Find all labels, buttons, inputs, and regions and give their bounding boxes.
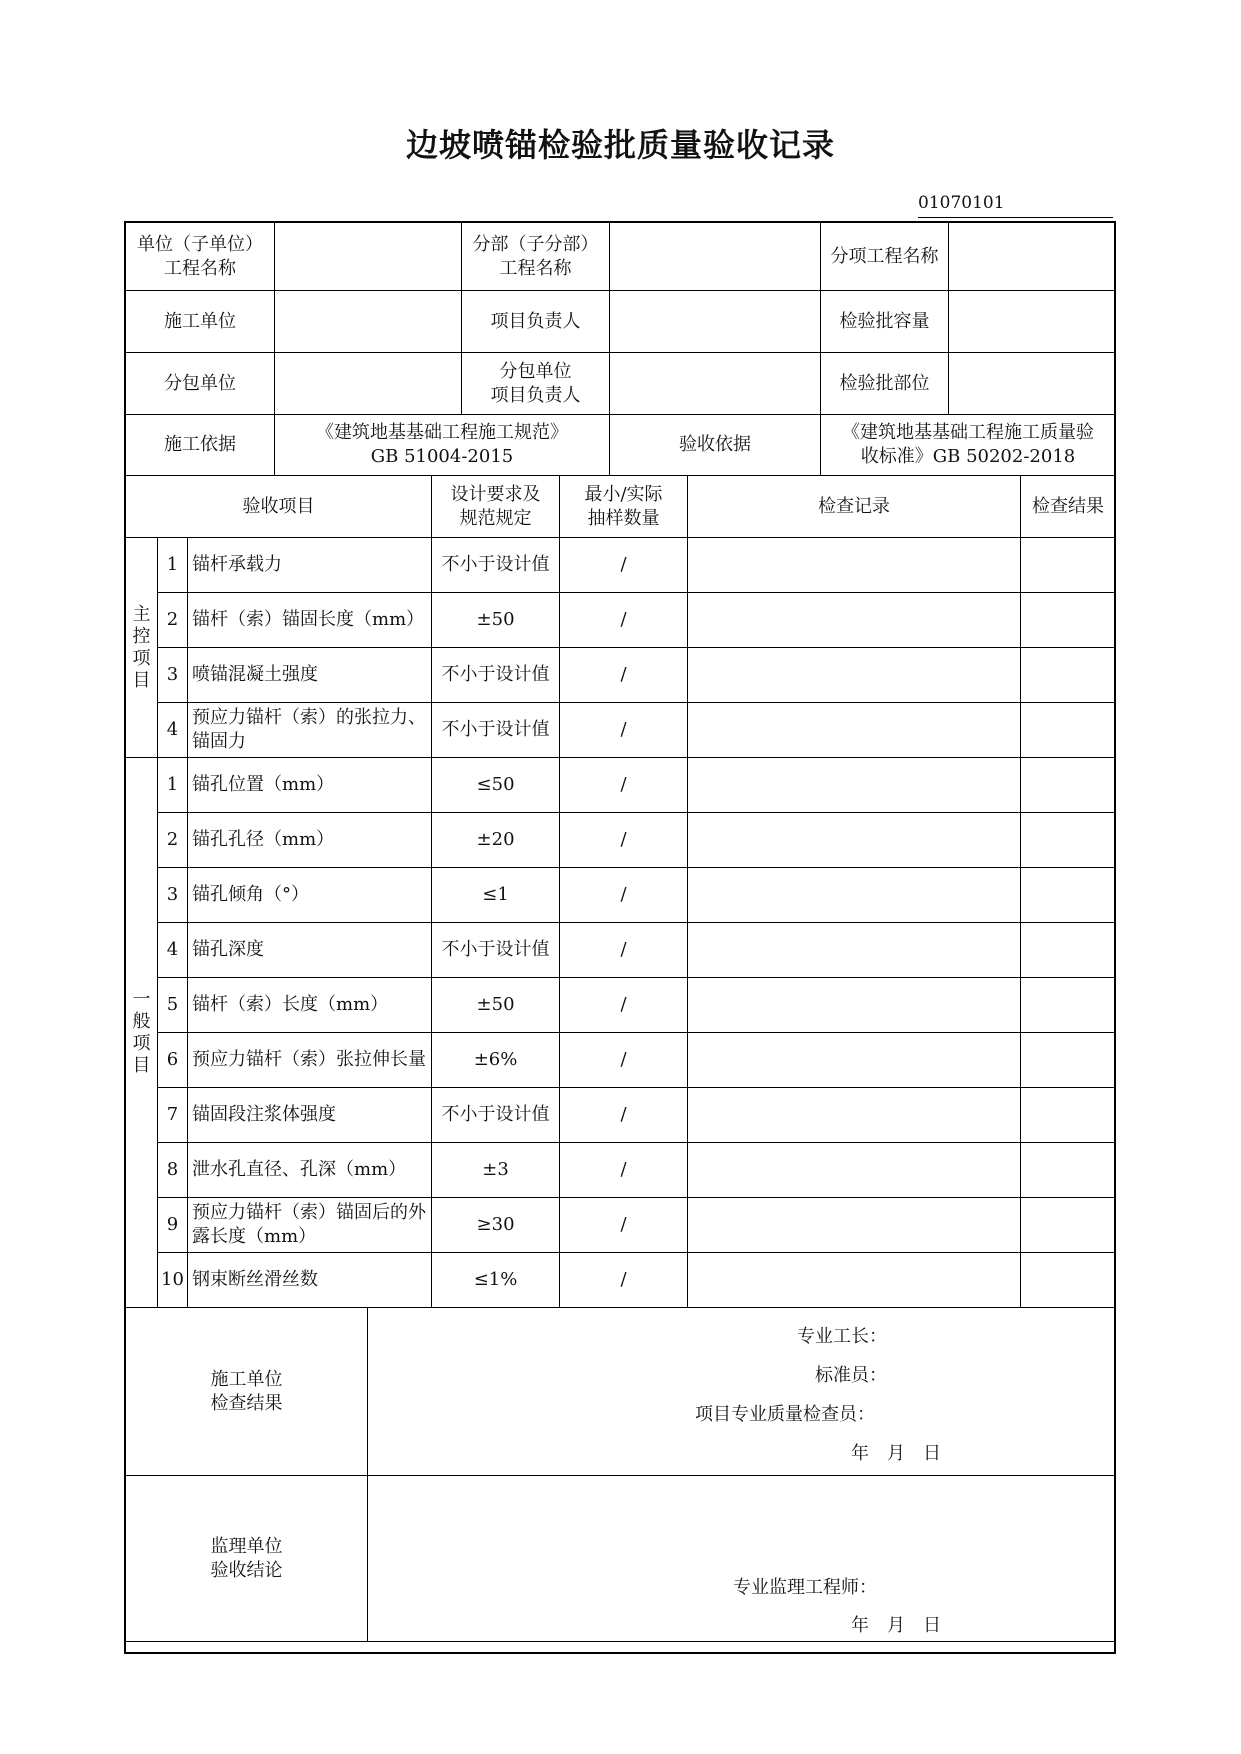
row-number: 10 bbox=[158, 1253, 188, 1308]
check-record-cell[interactable] bbox=[688, 648, 1021, 703]
table-row bbox=[126, 1088, 1116, 1143]
col-header-record: 检查记录 bbox=[688, 476, 1021, 538]
item-requirement: ±3 bbox=[432, 1143, 560, 1198]
construction-basis-label: 施工依据 bbox=[126, 415, 275, 476]
row-number: 9 bbox=[158, 1198, 188, 1253]
check-record-cell[interactable] bbox=[688, 813, 1021, 868]
check-record-cell[interactable] bbox=[688, 758, 1021, 813]
project-manager-field[interactable] bbox=[610, 291, 821, 353]
check-record-cell[interactable] bbox=[688, 1198, 1021, 1253]
check-record-cell[interactable] bbox=[688, 1143, 1021, 1198]
item-requirement: 不小于设计值 bbox=[432, 703, 560, 758]
row-number: 4 bbox=[158, 923, 188, 978]
foreman-label: 专业工长： bbox=[797, 1326, 887, 1347]
row-number: 8 bbox=[158, 1143, 188, 1198]
supervision-engineer-label: 专业监理工程师： bbox=[733, 1577, 877, 1598]
column-header-row bbox=[126, 476, 1116, 538]
table-row bbox=[126, 648, 1116, 703]
check-result-cell[interactable] bbox=[1021, 868, 1116, 923]
row-number: 5 bbox=[158, 978, 188, 1033]
contractor-check-label: 施工单位 检查结果 bbox=[126, 1308, 368, 1476]
contractor-date: 年 月 日 bbox=[851, 1443, 941, 1464]
row-number: 7 bbox=[158, 1088, 188, 1143]
item-requirement: ≥30 bbox=[432, 1198, 560, 1253]
check-result-cell[interactable] bbox=[1021, 813, 1116, 868]
check-record-cell[interactable] bbox=[688, 538, 1021, 593]
item-requirement: 不小于设计值 bbox=[432, 648, 560, 703]
subdivision-name-field[interactable] bbox=[610, 223, 821, 291]
table-row bbox=[126, 1253, 1116, 1308]
item-sample-qty: / bbox=[560, 1143, 688, 1198]
check-result-cell[interactable] bbox=[1021, 1253, 1116, 1308]
check-record-cell[interactable] bbox=[688, 1033, 1021, 1088]
table-row bbox=[126, 813, 1116, 868]
supervision-row bbox=[126, 1476, 1116, 1642]
check-result-cell[interactable] bbox=[1021, 978, 1116, 1033]
item-name: 钢束断丝滑丝数 bbox=[188, 1253, 432, 1308]
item-name: 预应力锚杆（索）锚固后的外露长度（mm） bbox=[188, 1198, 432, 1253]
col-header-requirement: 设计要求及 规范规定 bbox=[432, 476, 560, 538]
contractor-label: 施工单位 bbox=[126, 291, 275, 353]
row-number: 2 bbox=[158, 593, 188, 648]
row-number: 1 bbox=[158, 538, 188, 593]
item-requirement: ≤50 bbox=[432, 758, 560, 813]
table-row bbox=[126, 593, 1116, 648]
item-name: 锚固段注浆体强度 bbox=[188, 1088, 432, 1143]
table-row bbox=[126, 978, 1116, 1033]
main-control-group-label: 主 控 项 目 bbox=[126, 538, 158, 758]
table-row bbox=[126, 538, 1116, 593]
item-sample-qty: / bbox=[560, 978, 688, 1033]
contractor-signature-area[interactable] bbox=[368, 1308, 1116, 1476]
table-row bbox=[126, 1033, 1116, 1088]
row-number: 3 bbox=[158, 868, 188, 923]
contractor-check-row bbox=[126, 1308, 1116, 1476]
acceptance-basis-value: 《建筑地基基础工程施工质量验 收标准》GB 50202-2018 bbox=[821, 415, 1116, 476]
item-name: 锚杆（索）长度（mm） bbox=[188, 978, 432, 1033]
item-name: 预应力锚杆（索）的张拉力、锚固力 bbox=[188, 703, 432, 758]
item-sample-qty: / bbox=[560, 813, 688, 868]
inspection-items-table bbox=[125, 475, 1116, 1308]
check-result-cell[interactable] bbox=[1021, 703, 1116, 758]
item-name: 预应力锚杆（索）张拉伸长量 bbox=[188, 1033, 432, 1088]
item-name: 喷锚混凝土强度 bbox=[188, 648, 432, 703]
col-header-quantity: 最小/实际 抽样数量 bbox=[560, 476, 688, 538]
sub-pm-field[interactable] bbox=[610, 353, 821, 415]
check-result-cell[interactable] bbox=[1021, 758, 1116, 813]
check-result-cell[interactable] bbox=[1021, 593, 1116, 648]
table-row bbox=[126, 923, 1116, 978]
check-result-cell[interactable] bbox=[1021, 1143, 1116, 1198]
item-name: 锚孔倾角（°） bbox=[188, 868, 432, 923]
item-requirement: ≤1 bbox=[432, 868, 560, 923]
item-name-field[interactable] bbox=[949, 223, 1116, 291]
check-record-cell[interactable] bbox=[688, 978, 1021, 1033]
document-number: 01070101 bbox=[918, 193, 1113, 218]
sub-pm-label: 分包单位 项目负责人 bbox=[462, 353, 610, 415]
check-result-cell[interactable] bbox=[1021, 538, 1116, 593]
standard-officer-label: 标准员： bbox=[815, 1365, 887, 1386]
acceptance-basis-label: 验收依据 bbox=[610, 415, 821, 476]
item-requirement: 不小于设计值 bbox=[432, 923, 560, 978]
item-name-label: 分项工程名称 bbox=[821, 223, 949, 291]
item-name: 锚杆承载力 bbox=[188, 538, 432, 593]
supervision-date: 年 月 日 bbox=[851, 1615, 941, 1636]
row-number: 2 bbox=[158, 813, 188, 868]
item-requirement: ≤1% bbox=[432, 1253, 560, 1308]
item-sample-qty: / bbox=[560, 593, 688, 648]
table-row bbox=[126, 703, 1116, 758]
item-requirement: ±50 bbox=[432, 593, 560, 648]
table-row bbox=[126, 1143, 1116, 1198]
check-record-cell[interactable] bbox=[688, 1088, 1021, 1143]
general-group-label: 一 般 项 目 bbox=[126, 758, 158, 1308]
item-name: 锚孔位置（mm） bbox=[188, 758, 432, 813]
signature-table bbox=[125, 1307, 1116, 1642]
item-requirement: ±20 bbox=[432, 813, 560, 868]
row-number: 1 bbox=[158, 758, 188, 813]
item-requirement: 不小于设计值 bbox=[432, 1088, 560, 1143]
item-sample-qty: / bbox=[560, 1253, 688, 1308]
check-result-cell[interactable] bbox=[1021, 1033, 1116, 1088]
item-requirement: ±50 bbox=[432, 978, 560, 1033]
contractor-field[interactable] bbox=[275, 291, 462, 353]
subcontractor-label: 分包单位 bbox=[126, 353, 275, 415]
item-sample-qty: / bbox=[560, 648, 688, 703]
supervision-signature-area[interactable] bbox=[368, 1476, 1116, 1642]
unit-name-label: 单位（子单位） 工程名称 bbox=[126, 223, 275, 291]
page-title: 边坡喷锚检验批质量验收记录 bbox=[405, 126, 835, 164]
row-number: 3 bbox=[158, 648, 188, 703]
row-number: 4 bbox=[158, 703, 188, 758]
item-sample-qty: / bbox=[560, 758, 688, 813]
item-sample-qty: / bbox=[560, 1198, 688, 1253]
item-requirement: 不小于设计值 bbox=[432, 538, 560, 593]
construction-basis-value: 《建筑地基基础工程施工规范》 GB 51004-2015 bbox=[275, 415, 610, 476]
check-record-cell[interactable] bbox=[688, 703, 1021, 758]
col-header-item: 验收项目 bbox=[126, 476, 432, 538]
supervision-label: 监理单位 验收结论 bbox=[126, 1476, 368, 1642]
item-name: 锚杆（索）锚固长度（mm） bbox=[188, 593, 432, 648]
col-header-result: 检查结果 bbox=[1021, 476, 1116, 538]
item-sample-qty: / bbox=[560, 1088, 688, 1143]
item-sample-qty: / bbox=[560, 538, 688, 593]
check-result-cell[interactable] bbox=[1021, 648, 1116, 703]
item-name: 锚孔深度 bbox=[188, 923, 432, 978]
check-record-cell[interactable] bbox=[688, 593, 1021, 648]
item-name: 泄水孔直径、孔深（mm） bbox=[188, 1143, 432, 1198]
check-record-cell[interactable] bbox=[688, 868, 1021, 923]
item-sample-qty: / bbox=[560, 868, 688, 923]
quality-inspector-label: 项目专业质量检查员： bbox=[695, 1404, 875, 1425]
batch-capacity-field[interactable] bbox=[949, 291, 1116, 353]
unit-name-field[interactable] bbox=[275, 223, 462, 291]
subdivision-name-label: 分部（子分部） 工程名称 bbox=[462, 223, 610, 291]
table-row bbox=[126, 1198, 1116, 1253]
subcontractor-field[interactable] bbox=[275, 353, 462, 415]
batch-location-field[interactable] bbox=[949, 353, 1116, 415]
item-name: 锚孔孔径（mm） bbox=[188, 813, 432, 868]
item-requirement: ±6% bbox=[432, 1033, 560, 1088]
table-row bbox=[126, 758, 1116, 813]
project-manager-label: 项目负责人 bbox=[462, 291, 610, 353]
header-table bbox=[125, 222, 1116, 476]
check-record-cell[interactable] bbox=[688, 923, 1021, 978]
batch-capacity-label: 检验批容量 bbox=[821, 291, 949, 353]
table-row bbox=[126, 868, 1116, 923]
item-sample-qty: / bbox=[560, 923, 688, 978]
check-result-cell[interactable] bbox=[1021, 1198, 1116, 1253]
batch-location-label: 检验批部位 bbox=[821, 353, 949, 415]
item-sample-qty: / bbox=[560, 1033, 688, 1088]
row-number: 6 bbox=[158, 1033, 188, 1088]
check-result-cell[interactable] bbox=[1021, 1088, 1116, 1143]
check-record-cell[interactable] bbox=[688, 1253, 1021, 1308]
item-sample-qty: / bbox=[560, 703, 688, 758]
check-result-cell[interactable] bbox=[1021, 923, 1116, 978]
